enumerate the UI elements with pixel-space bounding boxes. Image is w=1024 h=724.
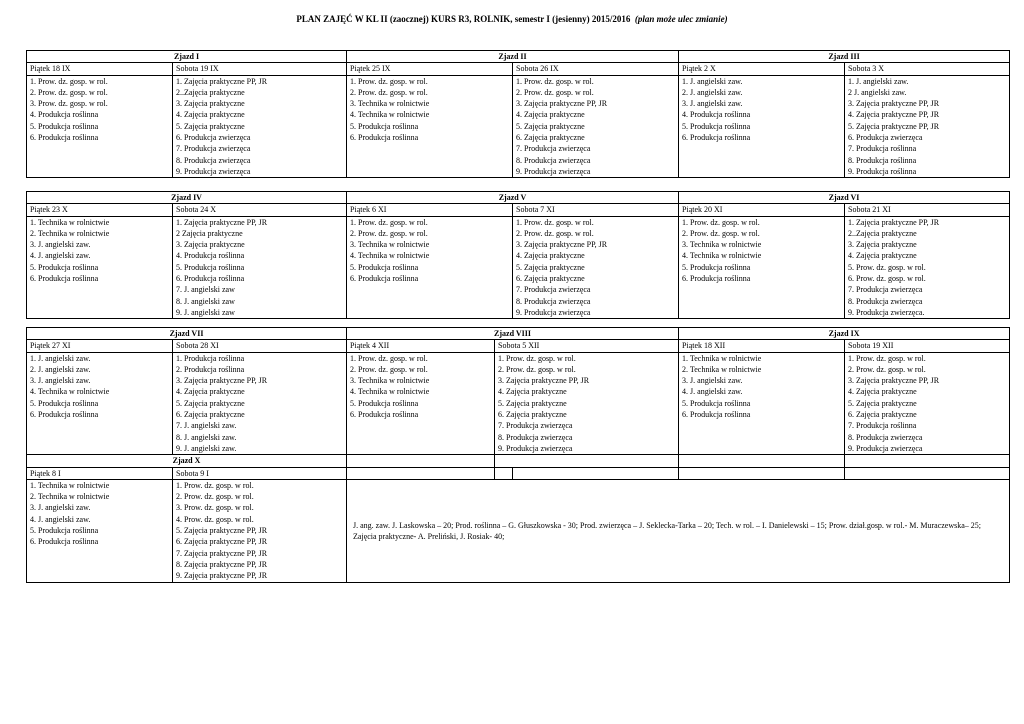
lesson-list <box>173 75 347 178</box>
lesson-item: 5. Produkcja roślinna <box>30 262 99 272</box>
lesson-item: 4. Produkcja roślinna <box>30 110 99 120</box>
day-label: Sobota 3 X <box>845 63 1010 75</box>
day-label: Piątek 6 XI <box>347 204 513 216</box>
lesson-list <box>173 216 347 319</box>
lesson-item: 6. Prow. dz. gosp. w rol. <box>848 274 926 284</box>
title-note: (plan może ulec zmianie) <box>634 14 728 24</box>
lesson-item: 3. Zajęcia praktyczne PP, JR <box>498 376 590 386</box>
lesson-list <box>845 75 1010 178</box>
lesson-item: 8. Produkcja zwierzęca <box>498 432 573 442</box>
lesson-item: 1. Prow. dz. gosp. w rol. <box>350 217 428 227</box>
lesson-list <box>347 75 513 178</box>
lesson-item: 1. Prow. dz. gosp. w rol. <box>516 217 594 227</box>
lesson-item: 8. Produkcja zwierzęca <box>848 432 923 442</box>
lesson-item: 2. Technika w rolnictwie <box>30 492 110 502</box>
lesson-item: 1. J. angielski zaw. <box>848 76 909 86</box>
lesson-list <box>173 479 347 582</box>
lesson-item: 3. Technika w rolnictwie <box>350 376 430 386</box>
lesson-item: 5. Zajęcia praktyczne <box>516 262 585 272</box>
lesson-item: 2. Prow. dz. gosp. w rol. <box>176 492 254 502</box>
lesson-item: 5. Zajęcia praktyczne PP, JR <box>848 121 940 131</box>
lesson-item: 6. Produkcja zwierzęca <box>848 133 923 143</box>
lesson-item: 3. Zajęcia praktyczne <box>176 240 245 250</box>
lesson-item: 4. Technika w rolnictwie <box>350 251 430 261</box>
lesson-item: 2. Prow. dz. gosp. w rol. <box>516 228 594 238</box>
lesson-item: 4. Zajęcia praktyczne PP, JR <box>848 110 940 120</box>
schedule-block-1 <box>26 50 1010 178</box>
lesson-item: 8. Produkcja zwierzęca <box>516 296 591 306</box>
lesson-item: 3. J. angielski zaw. <box>682 376 743 386</box>
lesson-item: 2. Technika w rolnictwie <box>682 364 762 374</box>
page-title <box>0 14 1024 24</box>
lesson-item: 3. Technika w rolnictwie <box>682 240 762 250</box>
lesson-list <box>679 75 845 178</box>
day-label: Sobota 19 XII <box>845 340 1010 352</box>
lesson-item: 1. Prow. dz. gosp. w rol. <box>350 76 428 86</box>
lesson-item: 3. Prow. dz. gosp. w rol. <box>176 503 254 513</box>
day-label: Sobota 26 IX <box>513 63 679 75</box>
lesson-item: 3. J. angielski zaw. <box>682 99 743 109</box>
lesson-item: 6. Produkcja zwierzęca <box>176 133 251 143</box>
lesson-item: 3. Technika w rolnictwie <box>350 240 430 250</box>
title-main: PLAN ZAJĘĆ W KL II (zaocznej) KURS R3, ROLNIK, semestr I (jesienny) 2015/2016 <box>296 14 631 24</box>
lesson-item: 2. Technika w rolnictwie <box>30 228 110 238</box>
lesson-item: 7. Produkcja zwierzęca <box>516 285 591 295</box>
lesson-item: 8. Produkcja zwierzęca <box>516 155 591 165</box>
lesson-item: 4. Technika w rolnictwie <box>350 110 430 120</box>
day-label: Sobota 19 IX <box>173 63 347 75</box>
lesson-item: 3. Zajęcia praktyczne <box>848 240 917 250</box>
lesson-item: 4. Zajęcia praktyczne <box>176 387 245 397</box>
lesson-item: 2..Zajęcia praktyczne <box>848 228 917 238</box>
lesson-list <box>845 352 1010 455</box>
lesson-item: 9. Produkcja zwierzęca <box>176 166 251 176</box>
lesson-item: 9. J. angielski zaw. <box>176 443 237 453</box>
lesson-item: 8. J. angielski zaw <box>176 296 235 306</box>
lesson-item: 8. Produkcja zwierzęca <box>848 296 923 306</box>
lesson-list <box>27 352 173 455</box>
lesson-item: 2..Zajęcia praktyczne <box>176 87 245 97</box>
lesson-item: 4. Prow. dz. gosp. w rol. <box>176 514 254 524</box>
lesson-item: 5. Produkcja roślinna <box>682 262 751 272</box>
zjazd-header: Zjazd IX <box>679 328 1010 340</box>
schedule-block-3 <box>26 327 1010 583</box>
lesson-item: 2. Prow. dz. gosp. w rol. <box>516 87 594 97</box>
lesson-item: 1. Prow. dz. gosp. w rol. <box>682 217 760 227</box>
day-label: Sobota 28 XI <box>173 340 347 352</box>
lesson-item: 9. Produkcja zwierzęca <box>848 443 923 453</box>
lesson-item: 6. Zajęcia praktyczne <box>516 133 585 143</box>
day-label: Piątek 25 IX <box>347 63 513 75</box>
lesson-item: 7. Produkcja zwierzęca <box>176 144 251 154</box>
teachers-note: J. ang. zaw. J. Laskowska – 20; Prod. roślinna – G. Głuszkowska - 30; Prod. zwierzęca – J. Seklecka-Tarka – 20; Tech. w rol. – I. Danielewski – 15; Prow. dział.gosp. w rol.- M. Muraczewska– 25; Zajęcia praktyczne- A. Preliński, J. Rosiak- 40; <box>347 479 1010 582</box>
zjazd-header: Zjazd VI <box>679 192 1010 204</box>
lesson-item: 2. Prow. dz. gosp. w rol. <box>498 364 576 374</box>
lesson-item: 2. Produkcja roślinna <box>176 364 245 374</box>
lesson-item: 4. Produkcja roślinna <box>682 110 751 120</box>
lesson-item: 1. Prow. dz. gosp. w rol. <box>516 76 594 86</box>
lesson-item: 3. Technika w rolnictwie <box>350 99 430 109</box>
lesson-item: 2. Prow. dz. gosp. w rol. <box>350 364 428 374</box>
lesson-item: 4. Produkcja roślinna <box>176 251 245 261</box>
lesson-item: 1. Zajęcia praktyczne PP, JR <box>848 217 940 227</box>
lesson-item: 8. Produkcja zwierzęca <box>176 155 251 165</box>
lesson-item: 2. Prow. dz. gosp. w rol. <box>350 228 428 238</box>
lesson-item: 8. Zajęcia praktyczne PP, JR <box>176 559 268 569</box>
lesson-item: 5. Zajęcia praktyczne <box>848 398 917 408</box>
lesson-item: 6. Produkcja roślinna <box>350 274 419 284</box>
lesson-list <box>27 75 173 178</box>
day-label: Piątek 27 XI <box>27 340 173 352</box>
empty-cell <box>495 455 679 467</box>
lesson-item: 5. Produkcja roślinna <box>30 398 99 408</box>
lesson-item: 6. Zajęcia praktyczne PP, JR <box>176 537 268 547</box>
lesson-item: 1. Zajęcia praktyczne PP, JR <box>176 76 268 86</box>
lesson-item: 6. Produkcja roślinna <box>350 133 419 143</box>
lesson-list <box>845 216 1010 319</box>
lesson-item: 4. Technika w rolnictwie <box>30 387 110 397</box>
lesson-item: 4. J. angielski zaw. <box>30 514 91 524</box>
lesson-item: 5. Produkcja roślinna <box>350 121 419 131</box>
lesson-item: 3. J. angielski zaw. <box>30 503 91 513</box>
lesson-item: 4. Zajęcia praktyczne <box>516 251 585 261</box>
lesson-item: 4. Zajęcia praktyczne <box>848 387 917 397</box>
lesson-item: 7. Zajęcia praktyczne PP, JR <box>176 548 268 558</box>
empty-cell <box>495 467 513 479</box>
lesson-item: 5. Zajęcia praktyczne <box>516 121 585 131</box>
lesson-item: 2. Prow. dz. gosp. w rol. <box>682 228 760 238</box>
lesson-item: 1. J. angielski zaw. <box>30 353 91 363</box>
lesson-item: 6. Produkcja roślinna <box>682 410 751 420</box>
lesson-item: 7. Produkcja zwierzęca <box>498 421 573 431</box>
empty-cell <box>513 467 679 479</box>
lesson-item: 6. Zajęcia praktyczne <box>498 410 567 420</box>
lesson-item: 4. Technika w rolnictwie <box>350 387 430 397</box>
empty-cell <box>347 455 495 467</box>
lesson-item: 3. J. angielski zaw. <box>30 376 91 386</box>
lesson-item: 4. Zajęcia praktyczne <box>176 110 245 120</box>
lesson-item: 9. Produkcja roślinna <box>848 166 917 176</box>
lesson-list <box>347 216 513 319</box>
lesson-item: 9. Produkcja zwierzęca <box>516 307 591 317</box>
lesson-item: 9. Zajęcia praktyczne PP, JR <box>176 571 268 581</box>
lesson-item: 5. Prow. dz. gosp. w rol. <box>848 262 926 272</box>
lesson-item: 2. Prow. dz. gosp. w rol. <box>848 364 926 374</box>
day-label: Piątek 8 I <box>27 467 173 479</box>
day-label: Piątek 23 X <box>27 204 173 216</box>
lesson-item: 4. Zajęcia praktyczne <box>848 251 917 261</box>
empty-cell <box>845 467 1010 479</box>
lesson-list <box>513 216 679 319</box>
zjazd-header: Zjazd IV <box>27 192 347 204</box>
lesson-item: 3. J. angielski zaw. <box>30 240 91 250</box>
lesson-item: 6. Produkcja roślinna <box>682 133 751 143</box>
day-label: Sobota 7 XI <box>513 204 679 216</box>
lesson-item: 9. J. angielski zaw <box>176 307 235 317</box>
zjazd-header: Zjazd I <box>27 51 347 63</box>
lesson-item: 2. Prow. dz. gosp. w rol. <box>350 87 428 97</box>
lesson-item: 5. Produkcja roślinna <box>682 121 751 131</box>
lesson-item: 1. Prow. dz. gosp. w rol. <box>176 480 254 490</box>
lesson-item: 5. Zajęcia praktyczne <box>176 121 245 131</box>
lesson-item: 2 Zajęcia praktyczne <box>176 228 243 238</box>
lesson-item: 3. Zajęcia praktyczne PP, JR <box>848 99 940 109</box>
lesson-item: 6. Zajęcia praktyczne <box>176 410 245 420</box>
lesson-item: 3. Zajęcia praktyczne PP, JR <box>176 376 268 386</box>
lesson-item: 1. Technika w rolnictwie <box>682 353 762 363</box>
day-label: Sobota 5 XII <box>495 340 679 352</box>
lesson-item: 1. Technika w rolnictwie <box>30 217 110 227</box>
lesson-item: 3. Prow. dz. gosp. w rol. <box>30 99 108 109</box>
lesson-item: 4. Technika w rolnictwie <box>682 251 762 261</box>
zjazd-header: Zjazd X <box>27 455 347 467</box>
lesson-item: 5. Produkcja roślinna <box>682 398 751 408</box>
lesson-item: 3. Zajęcia praktyczne <box>176 99 245 109</box>
lesson-item: 5. Zajęcia praktyczne <box>498 398 567 408</box>
lesson-item: 1. Prow. dz. gosp. w rol. <box>30 76 108 86</box>
lesson-item: 3. Zajęcia praktyczne PP, JR <box>516 99 608 109</box>
lesson-item: 5. Produkcja roślinna <box>350 262 419 272</box>
empty-cell <box>679 467 845 479</box>
lesson-item: 6. Produkcja roślinna <box>176 274 245 284</box>
lesson-item: 2. J. angielski zaw. <box>30 364 91 374</box>
lesson-item: 6. Produkcja roślinna <box>30 410 99 420</box>
day-label: Sobota 24 X <box>173 204 347 216</box>
lesson-item: 8. Produkcja roślinna <box>848 155 917 165</box>
lesson-list <box>27 479 173 582</box>
lesson-list <box>513 75 679 178</box>
lesson-list <box>679 216 845 319</box>
day-label: Piątek 20 XI <box>679 204 845 216</box>
lesson-item: 4. Zajęcia praktyczne <box>516 110 585 120</box>
lesson-item: 7. Produkcja zwierzęca <box>848 285 923 295</box>
lesson-item: 4. J. angielski zaw. <box>682 387 743 397</box>
lesson-item: 1. Prow. dz. gosp. w rol. <box>848 353 926 363</box>
lesson-item: 1. J. angielski zaw. <box>682 76 743 86</box>
lesson-item: 1. Technika w rolnictwie <box>30 480 110 490</box>
day-label: Piątek 2 X <box>679 63 845 75</box>
lesson-item: 6. Produkcja roślinna <box>30 274 99 284</box>
lesson-item: 6. Zajęcia praktyczne <box>516 274 585 284</box>
zjazd-header: Zjazd III <box>679 51 1010 63</box>
empty-cell <box>679 455 845 467</box>
lesson-item: 6. Produkcja roślinna <box>30 133 99 143</box>
lesson-item: 5. Zajęcia praktyczne <box>176 398 245 408</box>
lesson-item: 7. Produkcja roślinna <box>848 421 917 431</box>
lesson-item: 9. Produkcja zwierzęca <box>516 166 591 176</box>
lesson-item: 2 J. angielski zaw. <box>848 87 907 97</box>
lesson-item: 5. Produkcja roślinna <box>176 262 245 272</box>
lesson-item: 1. Zajęcia praktyczne PP, JR <box>176 217 268 227</box>
zjazd-header: Zjazd VIII <box>347 328 679 340</box>
lesson-item: 7. Produkcja roślinna <box>848 144 917 154</box>
lesson-item: 5. Produkcja roślinna <box>350 398 419 408</box>
empty-cell <box>845 455 1010 467</box>
lesson-list <box>679 352 845 455</box>
lesson-item: 3. Zajęcia praktyczne PP, JR <box>516 240 608 250</box>
lesson-item: 1. Produkcja roślinna <box>176 353 245 363</box>
lesson-item: 2. Prow. dz. gosp. w rol. <box>30 87 108 97</box>
empty-cell <box>347 467 495 479</box>
day-label: Piątek 18 XII <box>679 340 845 352</box>
lesson-item: 3. Zajęcia praktyczne PP, JR <box>848 376 940 386</box>
schedule-block-2 <box>26 191 1010 319</box>
zjazd-header: Zjazd V <box>347 192 679 204</box>
zjazd-header: Zjazd VII <box>27 328 347 340</box>
lesson-item: 4. J. angielski zaw. <box>30 251 91 261</box>
lesson-list <box>495 352 679 455</box>
lesson-item: 6. Produkcja roślinna <box>682 274 751 284</box>
lesson-item: 7. J. angielski zaw <box>176 285 235 295</box>
zjazd-header: Zjazd II <box>347 51 679 63</box>
lesson-item: 7. J. angielski zaw. <box>176 421 237 431</box>
lesson-item: 7. Produkcja zwierzęca <box>516 144 591 154</box>
lesson-item: 6. Zajęcia praktyczne <box>848 410 917 420</box>
lesson-item: 9. Produkcja zwierzęca <box>498 443 573 453</box>
lesson-item: 1. Prow. dz. gosp. w rol. <box>498 353 576 363</box>
lesson-item: 2. J. angielski zaw. <box>682 87 743 97</box>
lesson-list <box>173 352 347 455</box>
lesson-item: 5. Zajęcia praktyczne PP, JR <box>176 526 268 536</box>
lesson-item: 1. Prow. dz. gosp. w rol. <box>350 353 428 363</box>
lesson-item: 4. Zajęcia praktyczne <box>498 387 567 397</box>
lesson-list <box>347 352 495 455</box>
lesson-list <box>27 216 173 319</box>
lesson-item: 5. Produkcja roślinna <box>30 526 99 536</box>
day-label: Piątek 18 IX <box>27 63 173 75</box>
day-label: Piątek 4 XII <box>347 340 495 352</box>
lesson-item: 8. J. angielski zaw. <box>176 432 237 442</box>
lesson-item: 6. Produkcja roślinna <box>350 410 419 420</box>
lesson-item: 5. Produkcja roślinna <box>30 121 99 131</box>
day-label: Sobota 21 XI <box>845 204 1010 216</box>
lesson-item: 9. Produkcja zwierzęca. <box>848 307 925 317</box>
day-label: Sobota 9 I <box>173 467 347 479</box>
lesson-item: 6. Produkcja roślinna <box>30 537 99 547</box>
